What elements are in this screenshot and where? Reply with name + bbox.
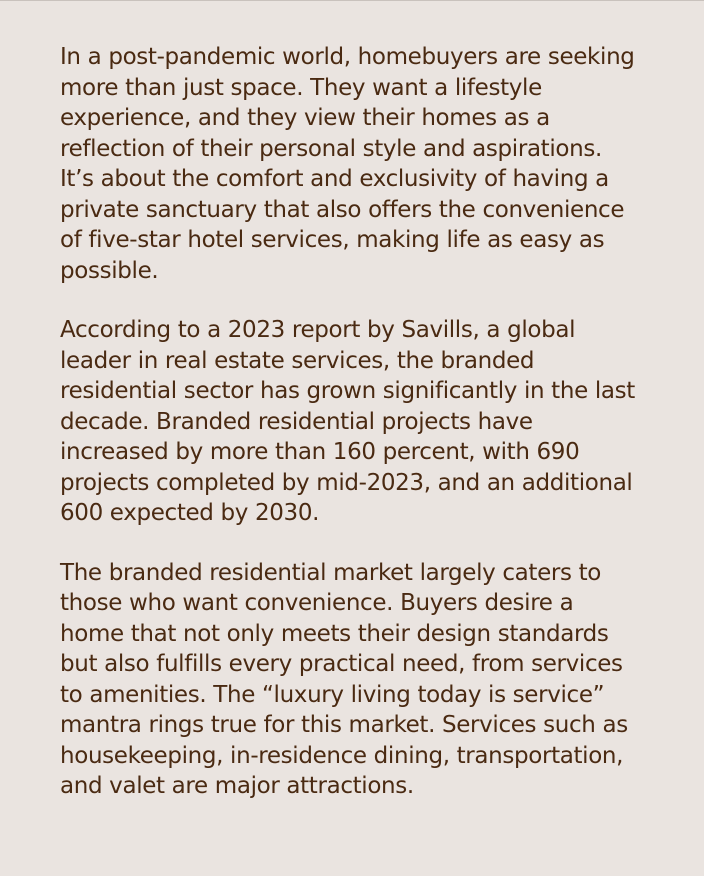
paragraph-savills-report: According to a 2023 report by Savills, a global leader in real estate services, the branded residential sector has grown significantly in the last decade. Branded residential projects have increased by more than 160 percent, with 690 projects completed by mid-2023, and an additional 600 expected by 2030. <box>60 317 635 526</box>
paragraph-convenience: The branded residential market largely caters to those who want convenience. Buyers desire a home that not only meets their design standards but also fulfills every practical need, from services to amenities. The “luxury living today is service” mantra rings true for this market. Services such as housekeeping, in-residence dining, transportation, and valet are major attractions. <box>60 559 628 799</box>
paragraph-post-pandemic: In a post-pandemic world, homebuyers are seeking more than just space. They want a lifestyle experience, and they view their homes as a reflection of their personal style and aspirations. It’s about the comfort and exclusivity of having a private sanctuary that also offers the convenience of five-star hotel services, making life as easy as possible. <box>60 44 635 284</box>
article-body <box>60 42 640 802</box>
